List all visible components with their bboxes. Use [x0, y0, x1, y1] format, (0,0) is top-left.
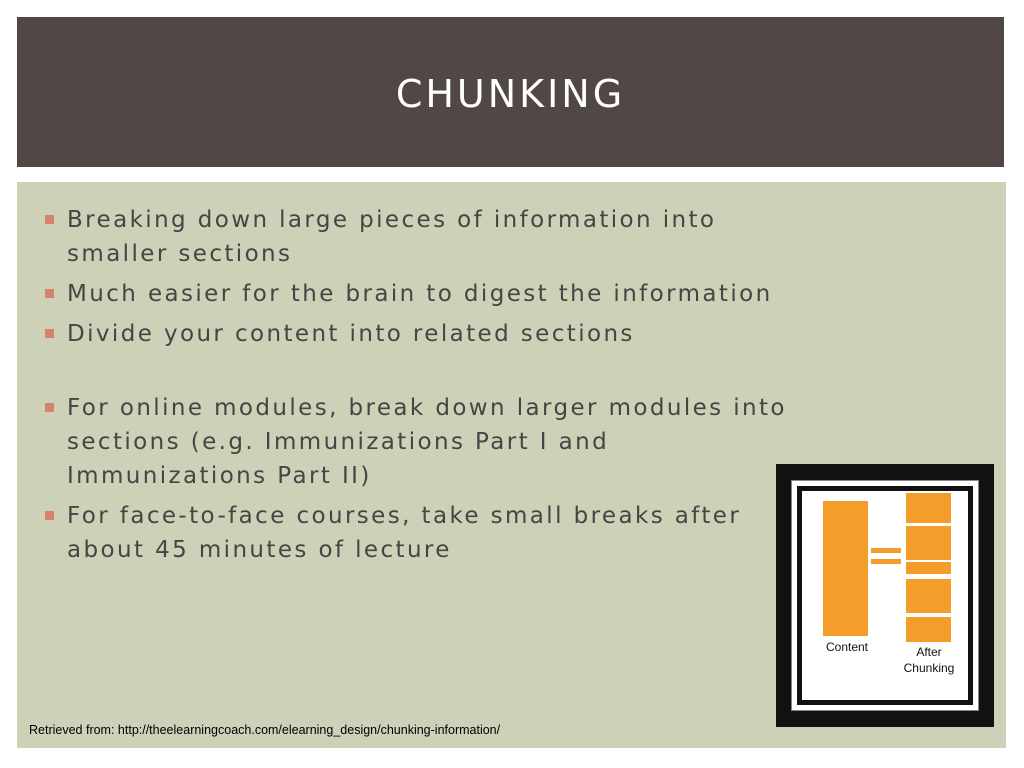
slide-title: CHUNKING	[395, 72, 626, 116]
bullet-text: For face-to-face courses, take small breaks after about 45 minutes of lecture	[67, 503, 742, 563]
equals-sign-top	[871, 548, 901, 553]
bullet-text: Divide your content into related sections	[67, 321, 635, 347]
bullet-marker-icon	[45, 403, 54, 412]
bullet-marker-icon	[45, 329, 54, 338]
bullet-marker-icon	[45, 215, 54, 224]
chunking-diagram-svg	[802, 491, 970, 711]
source-citation: Retrieved from: http://theelearningcoach.com/elearning_design/chunking-information/	[29, 723, 501, 737]
bullet-list	[43, 203, 813, 573]
bullet-text: Much easier for the brain to digest the information	[67, 281, 773, 307]
chunk-blocks	[906, 493, 951, 642]
bullet-item	[43, 277, 813, 311]
chunking-diagram	[802, 491, 968, 700]
content-label: Content	[825, 640, 869, 654]
chunking-figure-frame	[776, 464, 994, 727]
chunk-block	[906, 526, 951, 560]
bullet-item	[43, 203, 813, 271]
bullet-item	[43, 499, 813, 567]
bullet-marker-icon	[45, 511, 54, 520]
title-bar	[17, 17, 1004, 167]
chunking-label: Chunking	[903, 661, 955, 675]
bullet-text: For online modules, break down larger modules into sections (e.g. Immunizations Part I and Immunizations Part II)	[67, 395, 787, 489]
after-label: After	[916, 645, 942, 659]
bullet-marker-icon	[45, 289, 54, 298]
bullet-text: Breaking down large pieces of information into smaller sections	[67, 207, 717, 267]
figure-matte	[791, 480, 979, 711]
equals-sign-bottom	[871, 559, 901, 564]
content-block	[823, 501, 868, 636]
chunk-block	[906, 579, 951, 613]
chunk-block	[906, 493, 951, 523]
bullet-item	[43, 391, 813, 493]
figure-inner-border	[797, 486, 973, 705]
chunk-block	[906, 562, 951, 574]
chunk-block	[906, 617, 951, 642]
bullet-item	[43, 317, 813, 351]
